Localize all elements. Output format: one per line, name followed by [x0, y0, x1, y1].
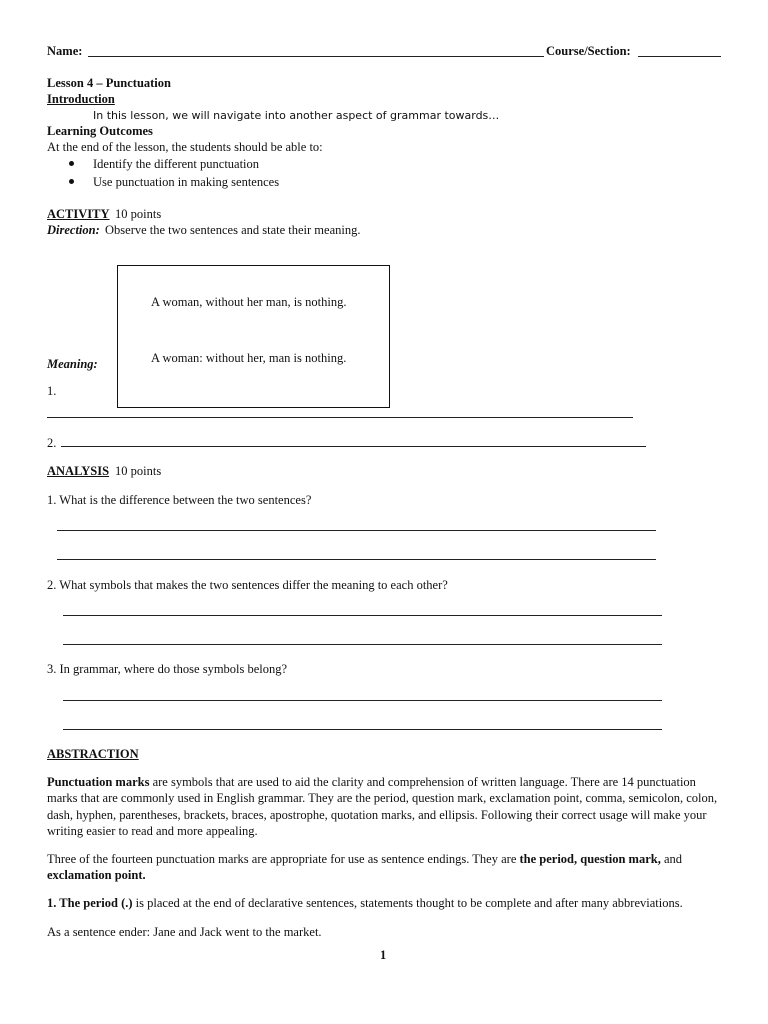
sentence-endings-bold: the period, question mark,	[519, 852, 661, 866]
sentence-two: A woman: without her, man is nothing.	[151, 351, 347, 365]
activity-heading: ACTIVITY	[47, 207, 110, 221]
analysis-question: 1. What is the difference between the two sentences?	[47, 493, 312, 507]
sentence-endings-paragraph	[47, 851, 723, 884]
answer-line[interactable]	[57, 559, 656, 560]
abstraction-paragraph	[47, 774, 723, 839]
meaning-item-number: 2.	[47, 436, 57, 450]
answer-line[interactable]	[63, 615, 662, 616]
period-paragraph	[47, 895, 723, 911]
answer-line[interactable]	[63, 644, 662, 645]
answer-line[interactable]	[63, 729, 662, 730]
punctuation-marks-term: Punctuation marks	[47, 775, 150, 789]
direction-text: Observe the two sentences and state their meaning.	[105, 223, 361, 237]
course-section-label: Course/Section:	[546, 44, 631, 58]
page-number: 1	[380, 948, 387, 962]
learning-outcomes-lead: At the end of the lesson, the students should be able to:	[47, 140, 323, 154]
bullet-icon	[69, 179, 74, 184]
sentence-endings-and: and	[660, 852, 683, 866]
meaning-item-number: 1.	[47, 384, 57, 398]
introduction-heading: Introduction	[47, 92, 115, 106]
analysis-question: 3. In grammar, where do those symbols belong?	[47, 662, 288, 676]
period-description: is placed at the end of declarative sentences, statements thought to be complete and after many abbreviations.	[132, 896, 683, 910]
analysis-question: 2. What symbols that makes the two sentences differ the meaning to each other?	[47, 578, 448, 592]
sentence-box	[117, 265, 390, 408]
learning-outcomes-heading: Learning Outcomes	[47, 124, 153, 138]
meaning-label: Meaning:	[47, 357, 98, 371]
direction-label: Direction:	[47, 223, 100, 237]
sentence-endings-text: Three of the fourteen punctuation marks are appropriate for use as sentence endings. They are	[47, 852, 520, 866]
bullet-icon	[69, 161, 74, 166]
analysis-heading: ANALYSIS	[47, 464, 110, 478]
name-field-line[interactable]	[88, 56, 544, 57]
meaning-answer-line[interactable]	[47, 417, 633, 418]
lesson-title: Lesson 4 – Punctuation	[47, 76, 171, 90]
answer-line[interactable]	[57, 530, 656, 531]
abstraction-heading: ABSTRACTION	[47, 747, 139, 761]
activity-points: 10 points	[115, 207, 162, 221]
analysis-points: 10 points	[115, 464, 162, 478]
period-term: 1. The period (.)	[47, 896, 133, 910]
meaning-answer-line[interactable]	[61, 446, 646, 447]
sentence-one: A woman, without her man, is nothing.	[151, 295, 347, 309]
name-label: Name:	[47, 44, 83, 58]
outcome-item: Use punctuation in making sentences	[93, 175, 280, 189]
outcome-item: Identify the different punctuation	[93, 157, 260, 171]
answer-line[interactable]	[63, 700, 662, 701]
sentence-endings-bold: exclamation point.	[47, 868, 146, 883]
abstraction-paragraph-text: are symbols that are used to aid the clarity and comprehension of written language. There are 14 punctuation marks that are commonly used in English grammar. They are the period, question mark, exclamation point, comma, semicolon, colon, dash, hyphen, parentheses, brackets, braces, apostrophe, quotation marks, and ellipsis. Following their correct usage will make your writing easier to read and more appealing.	[47, 775, 718, 838]
course-section-field-line[interactable]	[638, 56, 721, 57]
introduction-text: In this lesson, we will navigate into another aspect of grammar towards…	[93, 109, 500, 122]
period-example: As a sentence ender: Jane and Jack went to the market.	[47, 925, 322, 939]
